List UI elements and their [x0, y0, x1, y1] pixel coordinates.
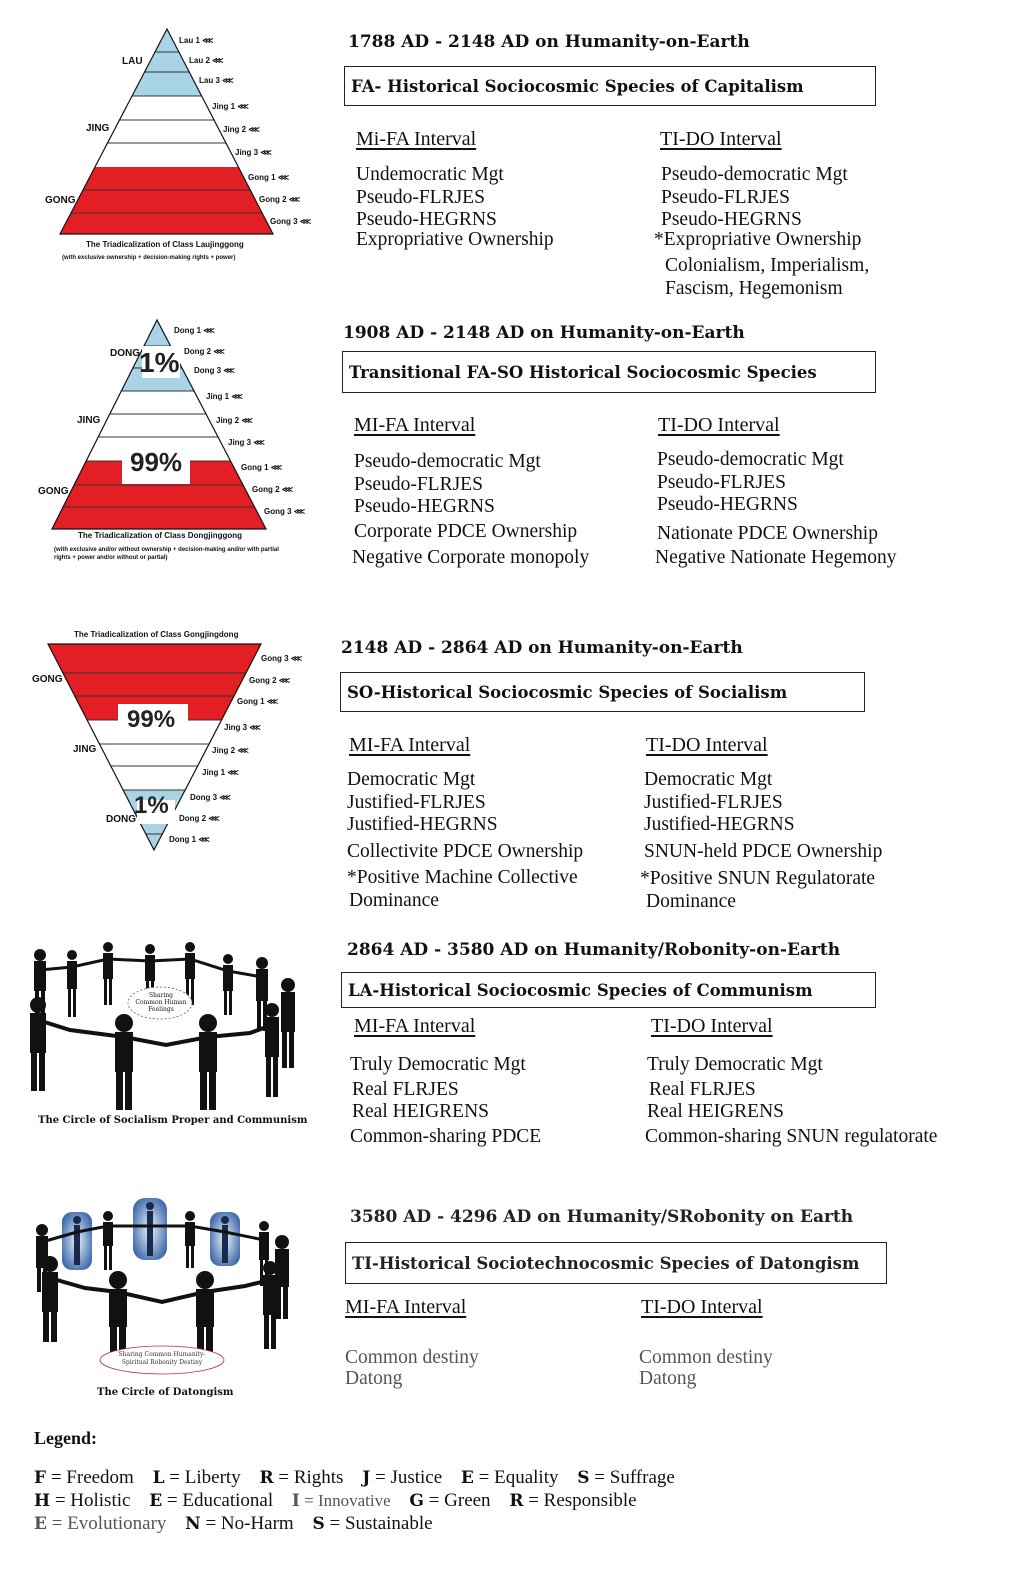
legend-value: Justice [390, 1467, 443, 1488]
legend-key: F [34, 1468, 47, 1488]
list-item: Undemocratic Mgt [356, 164, 504, 185]
list-item: Negative Nationate Hegemony [655, 547, 897, 568]
figure-caption: The Circle of Socialism Proper and Communism [38, 1115, 308, 1126]
tier-label: Dong 1 [174, 326, 202, 335]
figure-subcaption [54, 546, 279, 562]
class-label-top: GONG [32, 674, 63, 685]
list-item: Dominance [646, 890, 736, 912]
tier-label: Jing 3 [228, 438, 252, 447]
tier-label: Gong 3 [261, 654, 289, 663]
legend-key: E [460, 1468, 474, 1488]
right-interval-heading: TI-DO Interval [651, 1015, 773, 1037]
legend-key: E [34, 1514, 47, 1534]
top-percentage: 99% [127, 706, 176, 733]
legend-entry: N = No-Harm [185, 1513, 294, 1534]
legend-title: Legend: [34, 1428, 97, 1448]
list-item: Justified-FLRJES [347, 791, 486, 813]
species-box [344, 66, 876, 106]
list-item: Collectivite PDCE Ownership [347, 840, 584, 862]
arrow-icon: ⋘ [219, 793, 231, 802]
right-interval-list [647, 1054, 937, 1148]
arrow-icon: ⋘ [293, 507, 306, 516]
class-label-middle: JING [77, 415, 101, 426]
tier-label: Lau 2 [189, 56, 210, 65]
arrow-icon: ⋘ [198, 835, 210, 844]
left-interval-heading: MI-FA Interval [354, 1015, 476, 1037]
legend-entry: H = Holistic [34, 1490, 131, 1511]
legend-key: L [152, 1468, 165, 1488]
legend-value: Evolutionary [67, 1513, 167, 1534]
list-item: Pseudo-democratic Mgt [661, 164, 848, 185]
legend-entry: R = Rights [259, 1467, 344, 1488]
figure-caption: The Triadicalization of Class Dongjinggong [78, 531, 243, 540]
tier-label: Jing 3 [224, 723, 248, 732]
list-item: *Expropriative Ownership [654, 228, 862, 250]
list-item: Common-sharing PDCE [350, 1125, 542, 1147]
class-label-bottom: GONG [38, 486, 69, 497]
section-capitalism [0, 0, 1024, 305]
legend-value: Holistic [70, 1490, 131, 1511]
legend-entry: R = Responsible [509, 1490, 637, 1511]
arrow-icon: ⋘ [248, 125, 260, 134]
tier-label: Jing 1 [202, 768, 226, 777]
left-interval-heading: MI-FA Interval [349, 734, 471, 756]
tier-label: Gong 1 [237, 697, 265, 706]
arrow-icon: ⋘ [253, 438, 265, 447]
list-item: Pseudo-democratic Mgt [657, 449, 844, 470]
arrow-icon: ⋘ [288, 195, 301, 204]
list-item: Pseudo-FLRJES [354, 473, 483, 495]
right-interval-list [654, 164, 869, 300]
tier-label: Jing 2 [216, 416, 240, 425]
figure-caption: The Circle of Datongism [97, 1387, 234, 1398]
class-label-bottom: GONG [45, 195, 76, 206]
tier-label: Gong 2 [249, 676, 277, 685]
species-title: Transitional FA-SO Historical Sociocosmic Species [349, 362, 817, 382]
species-title: SO-Historical Sociocosmic Species of Socialism [347, 682, 788, 702]
era-heading: 1908 AD - 2148 AD on Humanity-on-Earth [343, 323, 745, 343]
tier-label: Dong 3 [190, 793, 218, 802]
legend-value: No-Harm [220, 1513, 294, 1534]
list-item: Real HEIGRENS [352, 1101, 490, 1122]
legend-value: Equality [494, 1467, 559, 1488]
era-heading: 3580 AD - 4296 AD on Humanity/SRobonity on Earth [350, 1207, 854, 1227]
tier-label: Dong 2 [184, 347, 212, 356]
list-item: Datong [345, 1368, 403, 1389]
legend-entry: E = Evolutionary [34, 1513, 167, 1534]
right-interval-list [639, 1347, 773, 1389]
arrow-icon: ⋘ [237, 102, 249, 111]
legend-row [34, 1467, 994, 1489]
section-socialism [0, 620, 1024, 920]
left-interval-list [354, 451, 589, 570]
list-item: Common destiny [639, 1347, 773, 1368]
list-item: Nationate PDCE Ownership [657, 522, 878, 544]
arrow-icon: ⋘ [223, 366, 235, 375]
left-interval-list [356, 164, 554, 251]
class-label-middle: JING [86, 123, 110, 134]
list-item: Pseudo-FLRJES [661, 186, 790, 208]
legend-key: S [577, 1468, 590, 1488]
arrow-icon: ⋘ [278, 676, 291, 685]
list-item: Pseudo-FLRJES [356, 186, 485, 208]
legend-value: Responsible [543, 1490, 637, 1511]
subcaption-line: rights + power and/or without or partial) [54, 555, 168, 561]
tier-label: Gong 2 [252, 485, 280, 494]
legend-value: Innovative [317, 1491, 391, 1510]
legend-key: R [509, 1491, 524, 1511]
figure-caption: The Triadicalization of Class Laujinggong [86, 240, 244, 249]
tier-label: Jing 1 [206, 392, 230, 401]
tier-jing [0, 96, 340, 167]
right-interval-list [657, 449, 897, 570]
class-label-top: DONG [110, 348, 140, 359]
list-item: Justified-FLRJES [644, 791, 783, 813]
legend [34, 1428, 994, 1535]
list-item: Common-sharing SNUN regulatorate [645, 1125, 938, 1147]
right-interval-heading: TI-DO Interval [658, 414, 780, 436]
list-item: SNUN-held PDCE Ownership [644, 840, 883, 862]
legend-key: G [409, 1491, 424, 1511]
tier-label: Dong 2 [179, 814, 207, 823]
right-interval-heading: TI-DO Interval [641, 1296, 763, 1318]
section-transitional [0, 310, 1024, 590]
figure-subcaption: (with exclusive ownership + decision-making rights + power) [62, 255, 236, 261]
tier-label: Jing 1 [212, 102, 236, 111]
left-interval-heading: MI-FA Interval [345, 1296, 467, 1318]
class-label-middle: JING [73, 744, 97, 755]
people-silhouettes-icon [30, 942, 295, 1110]
arrow-icon: ⋘ [270, 463, 283, 472]
list-item: Colonialism, Imperialism, [665, 255, 870, 276]
tier-label: Gong 1 [248, 173, 276, 182]
right-interval-list [640, 769, 883, 913]
list-item: Fascism, Hegemonism [665, 277, 843, 299]
list-item: *Positive Machine Collective [347, 867, 578, 888]
list-item: Real HEIGRENS [647, 1101, 785, 1122]
arrow-icon: ⋘ [208, 814, 220, 823]
list-item: Justified-HEGRNS [347, 814, 498, 835]
arrow-icon: ⋘ [299, 217, 312, 226]
tier-label: Jing 3 [235, 148, 259, 157]
tier-label: Gong 2 [259, 195, 287, 204]
thought-bubble-text [128, 992, 194, 1013]
legend-value: Educational [182, 1490, 274, 1511]
figure-caption: The Triadicalization of Class Gongjingdong [74, 630, 239, 639]
list-item: Pseudo-HEGRNS [356, 209, 497, 230]
legend-entry: F = Freedom [34, 1467, 134, 1488]
left-interval-list [350, 1054, 541, 1148]
arrow-icon: ⋘ [249, 723, 261, 732]
arrow-icon: ⋘ [281, 485, 294, 494]
list-item: Pseudo-HEGRNS [657, 494, 798, 515]
legend-entry: L = Liberty [152, 1467, 241, 1488]
arrow-icon: ⋘ [260, 148, 272, 157]
list-item: Democratic Mgt [644, 769, 773, 790]
tier-label: Lau 1 [179, 36, 200, 45]
section-communism [0, 925, 1024, 1165]
list-item: Negative Corporate monopoly [352, 547, 590, 568]
list-item: Common destiny [345, 1347, 479, 1368]
era-heading: 2864 AD - 3580 AD on Humanity/Robonity-on-Earth [347, 940, 841, 960]
legend-entry: S = Sustainable [312, 1513, 433, 1534]
legend-entry: E = Educational [149, 1490, 274, 1511]
list-item: Democratic Mgt [347, 769, 476, 790]
robot-figures-icon [62, 1198, 240, 1270]
class-label-top: LAU [122, 56, 143, 67]
legend-value: Rights [293, 1467, 344, 1488]
tier-label: Gong 3 [270, 217, 298, 226]
bubble-line: Spiritual Robonity Destiny [121, 1359, 203, 1366]
tier-label: Jing 2 [212, 746, 236, 755]
species-title: FA- Historical Sociocosmic Species of Capitalism [351, 76, 804, 96]
arrow-icon: ⋘ [266, 697, 279, 706]
section-datongism [0, 1180, 1024, 1410]
tier-label: Gong 3 [264, 507, 292, 516]
subcaption-line: (with exclusive and/or without ownership + decision-making and/or with partial [54, 547, 279, 553]
legend-value: Freedom [66, 1467, 134, 1488]
right-interval-heading: TI-DO Interval [646, 734, 768, 756]
legend-entry: E = Equality [460, 1467, 559, 1488]
species-title: TI-Historical Sociotechnocosmic Species of Datongism [352, 1253, 860, 1273]
bubble-line: Feelings [148, 1006, 174, 1013]
legend-value: Green [444, 1490, 491, 1511]
list-item: Justified-HEGRNS [644, 814, 795, 835]
legend-entry: S = Suffrage [577, 1467, 675, 1488]
left-interval-list [347, 769, 583, 912]
arrow-icon: ⋘ [227, 768, 239, 777]
species-box [342, 351, 876, 393]
list-item: Pseudo-HEGRNS [661, 209, 802, 230]
species-box [345, 1242, 887, 1284]
arrow-icon: ⋘ [277, 173, 290, 182]
left-interval-heading: MI-FA Interval [354, 414, 476, 436]
legend-value: Suffrage [609, 1467, 675, 1488]
thought-bubble-text [104, 1351, 220, 1367]
legend-entry: G = Green [409, 1490, 491, 1511]
legend-key: S [312, 1514, 325, 1534]
legend-entry: J = Justice [362, 1467, 443, 1488]
arrow-icon: ⋘ [222, 76, 234, 85]
bottom-percentage: 1% [134, 792, 169, 819]
top-percentage: 1% [139, 347, 180, 378]
arrow-icon: ⋘ [203, 326, 215, 335]
legend-row [34, 1490, 994, 1512]
legend-key: J [362, 1468, 371, 1488]
list-item: Pseudo-HEGRNS [354, 496, 495, 517]
pyramid-laujinggong [0, 0, 340, 270]
legend-value: Liberty [184, 1467, 241, 1488]
species-title: LA-Historical Sociocosmic Species of Communism [348, 980, 813, 1000]
list-item: Datong [639, 1368, 697, 1389]
list-item: Expropriative Ownership [356, 228, 554, 250]
arrow-icon: ⋘ [202, 36, 214, 45]
tier-label: Dong 1 [169, 835, 197, 844]
legend-key: N [185, 1514, 201, 1534]
tier-label: Lau 3 [199, 76, 220, 85]
era-heading: 2148 AD - 2864 AD on Humanity-on-Earth [341, 638, 743, 658]
left-interval-list [345, 1347, 479, 1389]
bubble-line: Sharing Common Humanity- [118, 1351, 206, 1358]
tier-lau [0, 29, 340, 96]
list-item: Truly Democratic Mgt [350, 1054, 526, 1075]
circle-of-people-and-robots-illustration [20, 1180, 320, 1380]
list-item: *Positive SNUN Regulatorate [640, 868, 876, 889]
list-item: Pseudo-democratic Mgt [354, 451, 541, 472]
arrow-icon: ⋘ [237, 746, 249, 755]
list-item: Real FLRJES [649, 1078, 756, 1100]
right-interval-heading: TI-DO Interval [660, 128, 782, 150]
era-heading: 1788 AD - 2148 AD on Humanity-on-Earth [348, 32, 750, 52]
arrow-icon: ⋘ [212, 56, 224, 65]
legend-key: E [149, 1491, 163, 1511]
arrow-icon: ⋘ [213, 347, 225, 356]
legend-value: Sustainable [344, 1513, 433, 1534]
list-item: Pseudo-FLRJES [657, 471, 786, 493]
tier-label: Dong 3 [194, 366, 222, 375]
species-box [341, 972, 876, 1008]
circle-of-people-illustration [10, 925, 320, 1110]
list-item: Real FLRJES [352, 1078, 459, 1100]
bubble-line: Sharing [148, 992, 174, 999]
bottom-percentage: 99% [130, 447, 183, 477]
tier-label: Jing 2 [223, 125, 247, 134]
class-label-bottom: DONG [106, 814, 136, 825]
legend-key: R [259, 1468, 274, 1488]
left-interval-heading: Mi-FA Interval [356, 128, 477, 150]
species-box [340, 672, 865, 712]
arrow-icon: ⋘ [231, 392, 243, 401]
legend-row [34, 1513, 994, 1535]
legend-key: I [291, 1491, 300, 1511]
legend-key: H [34, 1491, 51, 1511]
list-item: Truly Democratic Mgt [647, 1054, 823, 1075]
arrow-icon: ⋘ [290, 654, 303, 663]
list-item: Corporate PDCE Ownership [354, 520, 578, 542]
arrow-icon: ⋘ [241, 416, 253, 425]
list-item: Dominance [349, 889, 439, 911]
bubble-line: Common Human [135, 999, 187, 1006]
tier-label: Gong 1 [241, 463, 269, 472]
legend-entry: I = Innovative [291, 1491, 391, 1511]
